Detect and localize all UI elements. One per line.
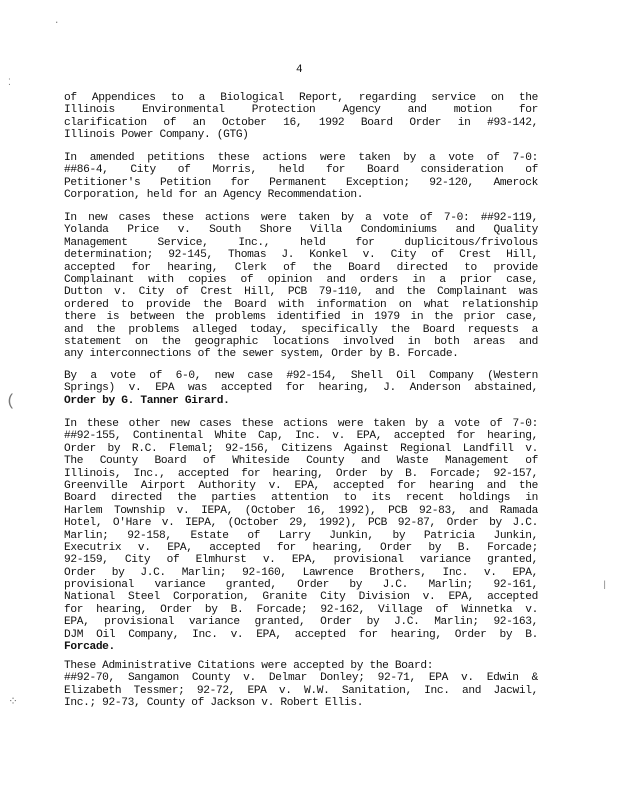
text-line: Illinois, Inc., accepted for hearing, Order by B. Forcade; 92-157, [64, 467, 538, 480]
scan-speck: ( [6, 392, 16, 410]
text-line: for hearing, Order by B. Forcade; 92-162, Village of Winnetka v. [64, 603, 538, 616]
text-line: Illinois Environmental Protection Agency and motion for [64, 104, 538, 117]
text-line: of Appendices to a Biological Report, regarding service on the [64, 92, 538, 104]
text-line: Greenville Airport Authority v. EPA, accepted for hearing and the [64, 479, 538, 492]
text-line: Order by J.C. Marlin; 92-160, Lawrence Brothers, Inc. v. EPA, [64, 566, 538, 579]
text-line: clarification of an October 16, 1992 Board Order in #93-142, [64, 116, 538, 129]
text-line: National Steel Corporation, Granite City Division v. EPA, accepted [64, 591, 538, 604]
text-line: Petitioner's Petition for Permanent Exception; 92-120, Amerock [64, 176, 538, 189]
text-line: there is between the problems identified in 1979 in the prior case, [64, 311, 538, 324]
text-line: EPA, provisional variance granted, Order by J.C. Marlin; 92-163, [64, 616, 538, 629]
paragraph-other-new-cases [64, 418, 538, 653]
text-line: The County Board of Whiteside County and Waste Management of [64, 455, 538, 468]
text-line: ordered to provide the Board with information on what relationship [64, 298, 538, 311]
paragraph-administrative-citations [64, 660, 538, 710]
text-line: By a vote of 6-0, new case #92-154, Shell Oil Company (Western [64, 370, 538, 382]
text-line: Board directed the parties attention to its recent holdings in [64, 492, 538, 505]
text-line: Springs) v. EPA was accepted for hearing, J. Anderson abstained, [64, 382, 538, 395]
text-line: Management Service, Inc., held for duplicitous/frivolous [64, 236, 538, 249]
text-line: 92-159, City of Elmhurst v. EPA, provisional variance granted, [64, 554, 538, 567]
text-line: Inc.; 92-73, County of Jackson v. Robert Ellis. [64, 697, 364, 710]
text-line: Yolanda Price v. South Shore Villa Condominiums and Quality [64, 224, 538, 237]
scan-speck: ⁘ [8, 695, 19, 709]
text-line: ##92-155, Continental White Cap, Inc. v. EPA, accepted for hearing, [64, 430, 538, 443]
text-line: In these other new cases these actions were taken by a vote of 7-0: [64, 418, 538, 430]
text-line: Illinois Power Company. (GTG) [64, 129, 249, 142]
text-line: Harlem Township v. IEPA, (October 16, 1992), PCB 92-83, and Ramada [64, 504, 538, 517]
text-line: Order by R.C. Flemal; 92-156, Citizens Against Regional Landfill v. [64, 442, 538, 455]
text-line: Marlin; 92-158, Estate of Larry Junkin, by Patricia Junkin, [64, 529, 538, 542]
text-line: provisional variance granted, Order by J.C. Marlin; 92-161, [64, 579, 538, 592]
text-line: statement on the geographic locations involved in both areas and [64, 335, 538, 348]
paragraph-appendices [64, 92, 538, 142]
text-line: determination; 92-145, Thomas J. Konkel v. City of Crest Hill, [64, 249, 538, 262]
paragraph-new-cases [64, 212, 538, 361]
text-line: Complainant with copies of opinion and orders in a prior case, [64, 273, 538, 286]
text-line: Elizabeth Tessmer; 92-72, EPA v. W.W. Sanitation, Inc. and Jacwil, [64, 684, 538, 697]
paragraph-amended-petitions [64, 152, 538, 202]
page-number: 4 [296, 64, 303, 76]
text-line: ##92-70, Sangamon County v. Delmar Donley; 92-71, EPA v. Edwin & [64, 672, 538, 685]
text-line: In new cases these actions were taken by a vote of 7-0: ##92-119, [64, 212, 538, 224]
scan-speck: · [54, 18, 60, 28]
text-line: Order by G. Tanner Girard. [64, 394, 230, 407]
text-line: any interconnections of the sewer system, Order by B. Forcade. [64, 348, 459, 361]
text-line: Dutton v. City of Crest Hill, PCB 79-110, and the Complainant was [64, 286, 538, 299]
text-line: Hotel, O'Hare v. IEPA, (October 29, 1992), PCB 92-87, Order by J.C. [64, 517, 538, 530]
text-line: and the problems alleged today, specifically the Board requests a [64, 323, 538, 336]
text-line: ##86-4, City of Morris, held for Board consideration of [64, 164, 538, 177]
text-line: accepted for hearing, Clerk of the Board directed to provide [64, 261, 538, 274]
scan-speck: | [602, 580, 608, 590]
text-line: Forcade. [64, 641, 115, 654]
text-line: Executrix v. EPA, accepted for hearing, Order by B. Forcade; [64, 541, 538, 554]
scan-speck: ⁚ [8, 78, 11, 88]
paragraph-shell-oil [64, 370, 538, 407]
text-line: In amended petitions these actions were taken by a vote of 7-0: [64, 152, 538, 164]
text-line: Corporation, held for an Agency Recommendation. [64, 189, 364, 202]
text-line: DJM Oil Company, Inc. v. EPA, accepted for hearing, Order by B. [64, 628, 538, 641]
text-line: These Administrative Citations were accepted by the Board: [64, 660, 434, 672]
